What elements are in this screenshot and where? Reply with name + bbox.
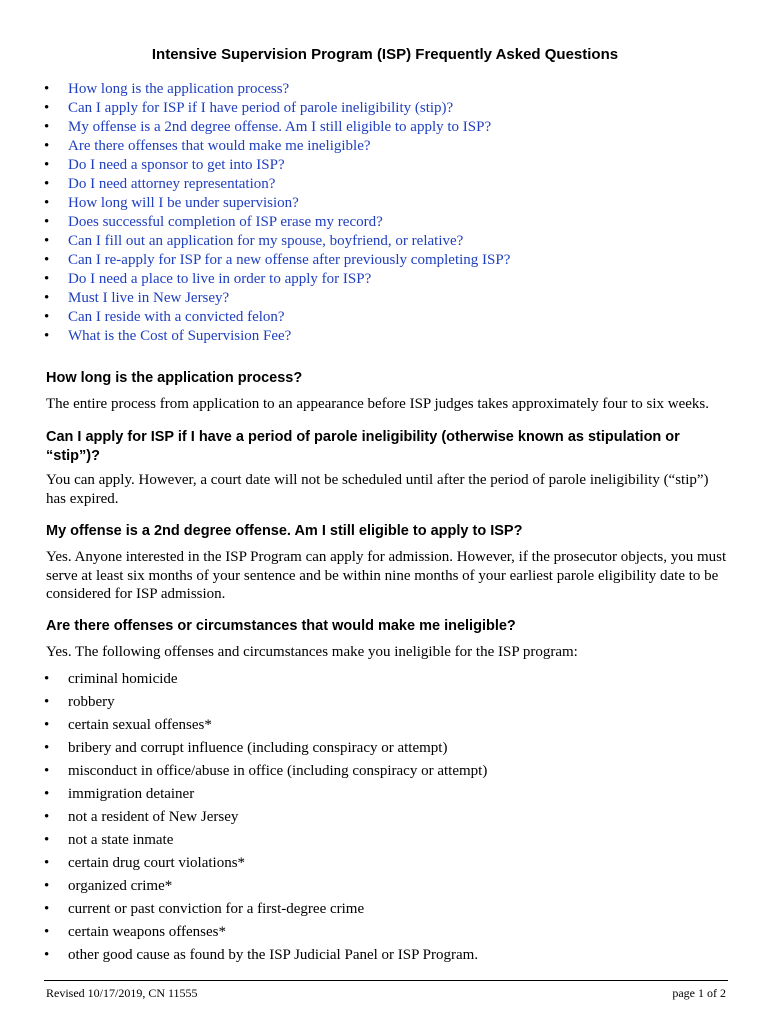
toc-item[interactable] — [44, 270, 510, 289]
toc-link[interactable]: Must I live in New Jersey? — [68, 290, 230, 306]
toc-item[interactable] — [44, 156, 510, 175]
toc-item[interactable] — [44, 308, 510, 327]
list-item: • not a state inmate — [44, 829, 487, 852]
toc-item[interactable] — [44, 99, 510, 118]
faq-table-of-contents — [44, 80, 510, 346]
toc-link[interactable]: Do I need a place to live in order to apply for ISP? — [68, 271, 372, 287]
toc-item[interactable] — [44, 232, 510, 251]
toc-item[interactable] — [44, 213, 510, 232]
toc-link[interactable]: Does successful completion of ISP erase my record? — [68, 214, 383, 230]
page-title: Intensive Supervision Program (ISP) Frequently Asked Questions — [151, 46, 619, 63]
section-answer: The entire process from application to an appearance before ISP judges takes approximately four to six weeks. — [46, 396, 709, 412]
list-item: • certain sexual offenses* — [44, 714, 487, 737]
toc-link[interactable]: How long is the application process? — [68, 81, 290, 97]
list-item: • other good cause as found by the ISP Judicial Panel or ISP Program. — [44, 944, 487, 967]
list-item: • misconduct in office/abuse in office (including conspiracy or attempt) — [44, 760, 487, 783]
section-answer: Yes. The following offenses and circumstances make you ineligible for the ISP program: — [46, 644, 578, 660]
toc-link[interactable]: Can I re-apply for ISP for a new offense after previously completing ISP? — [68, 252, 511, 268]
toc-item[interactable] — [44, 194, 510, 213]
section-answer: Yes. Anyone interested in the ISP Program can apply for admission. However, if the prosecutor objects, you must serve at least six months of your sentence and be within nine months of your earliest parole eligibility date to be considered for ISP admission. — [46, 549, 727, 602]
toc-item[interactable] — [44, 251, 510, 270]
section-answer: You can apply. However, a court date will not be scheduled until after the period of parole ineligibility (“stip”) has expired. — [46, 472, 709, 507]
list-item: • robbery — [44, 691, 487, 714]
toc-link[interactable]: What is the Cost of Supervision Fee? — [68, 328, 292, 344]
toc-link[interactable]: Can I apply for ISP if I have period of parole ineligibility (stip)? — [68, 100, 454, 116]
toc-link[interactable]: Can I reside with a convicted felon? — [68, 309, 285, 325]
toc-link[interactable]: Can I fill out an application for my spouse, boyfriend, or relative? — [68, 233, 464, 249]
section-heading: How long is the application process? — [46, 370, 303, 386]
toc-item[interactable] — [44, 327, 510, 346]
toc-item[interactable] — [44, 137, 510, 156]
toc-item[interactable] — [44, 289, 510, 308]
section-heading: Can I apply for ISP if I have a period of parole ineligibility (otherwise known as stipulation or “stip”)? — [46, 429, 680, 464]
list-item: • organized crime* — [44, 875, 487, 898]
list-item: • criminal homicide — [44, 668, 487, 691]
list-item: • certain weapons offenses* — [44, 921, 487, 944]
toc-item[interactable] — [44, 175, 510, 194]
revision-note: Revised 10/17/2019, CN 11555 — [46, 986, 198, 1000]
toc-link[interactable]: Do I need attorney representation? — [68, 176, 276, 192]
ineligibility-list — [44, 668, 487, 967]
list-item: • bribery and corrupt influence (including conspiracy or attempt) — [44, 737, 487, 760]
toc-link[interactable]: My offense is a 2nd degree offense. Am I still eligible to apply to ISP? — [68, 119, 492, 135]
list-item: • not a resident of New Jersey — [44, 806, 487, 829]
list-item: • immigration detainer — [44, 783, 487, 806]
page-number: page 1 of 2 — [672, 986, 726, 1000]
toc-item[interactable] — [44, 118, 510, 137]
footer-divider — [44, 980, 728, 981]
list-item: • current or past conviction for a first-degree crime — [44, 898, 487, 921]
toc-link[interactable]: Are there offenses that would make me ineligible? — [68, 138, 371, 154]
section-heading: Are there offenses or circumstances that would make me ineligible? — [46, 618, 516, 634]
list-item: • certain drug court violations* — [44, 852, 487, 875]
toc-link[interactable]: How long will I be under supervision? — [68, 195, 299, 211]
section-heading: My offense is a 2nd degree offense. Am I still eligible to apply to ISP? — [46, 523, 523, 539]
toc-item[interactable] — [44, 80, 510, 99]
toc-link[interactable]: Do I need a sponsor to get into ISP? — [68, 157, 285, 173]
